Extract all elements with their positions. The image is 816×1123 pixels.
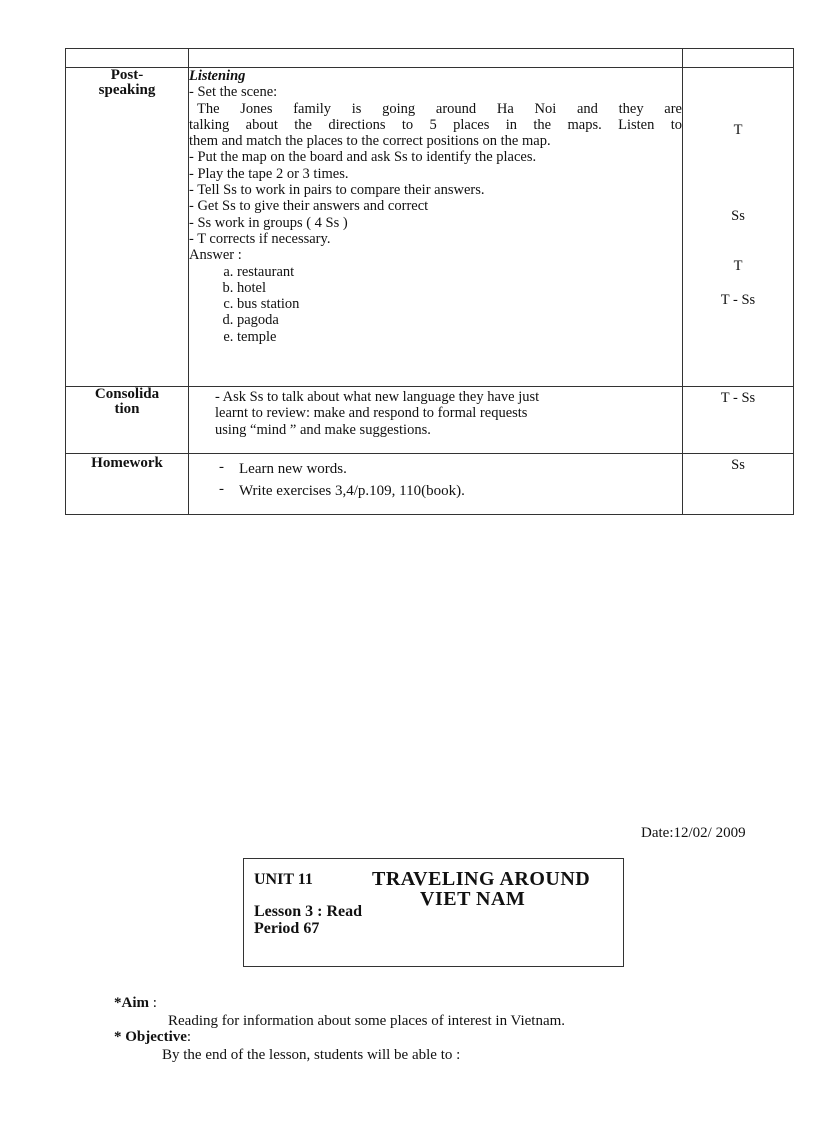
aim-text: Reading for information about some places of interest in Vietnam. xyxy=(168,1013,566,1029)
content-line: talking about the directions to 5 places in the maps. Listen to xyxy=(189,116,682,133)
content-line: - Ask Ss to talk about what new language they have just xyxy=(215,389,540,405)
header-cell-interaction xyxy=(683,49,794,68)
answer-item: d. pagoda xyxy=(237,312,682,328)
stage-cell xyxy=(66,454,189,515)
answer-item: a. restaurant xyxy=(237,264,682,280)
aim-heading xyxy=(114,995,157,1012)
stage-label: Post- xyxy=(110,67,144,83)
interaction-label: T xyxy=(733,122,743,138)
content-line: using “mind ” and make suggestions. xyxy=(215,421,431,438)
answer-item: b. hotel xyxy=(237,280,682,296)
answer-item: e. temple xyxy=(237,329,682,345)
objective-text: By the end of the lesson, students will be able to : xyxy=(162,1047,461,1063)
content-line: - Ss work in groups ( 4 Ss ) xyxy=(189,214,348,231)
homework-item: - Learn new words. xyxy=(213,458,676,480)
lesson-date: Date:12/02/ 2009 xyxy=(641,825,746,841)
table-row-post-speaking xyxy=(66,68,794,387)
content-cell xyxy=(189,387,683,454)
content-line: - Get Ss to give their answers and correct xyxy=(189,198,429,215)
interaction-label: Ss xyxy=(731,457,745,473)
stage-label: Consolida xyxy=(94,386,160,402)
objective-colon: : xyxy=(186,1029,192,1045)
lesson-label: Lesson 3 : Read xyxy=(254,903,363,920)
stage-label: Homework xyxy=(91,455,163,471)
content-cell xyxy=(189,68,683,387)
content-line: them and match the places to the correct positions on the map. xyxy=(189,133,551,150)
table-header-row xyxy=(66,49,794,68)
answer-list xyxy=(189,264,682,345)
table-row-consolidation xyxy=(66,387,794,454)
unit-header-box xyxy=(243,858,624,967)
interaction-label: T - Ss xyxy=(720,292,756,308)
stage-label: tion xyxy=(114,401,140,417)
unit-title-line2: VIET NAM xyxy=(420,888,526,910)
interaction-label: T - Ss xyxy=(720,390,756,406)
content-line: - Play the tape 2 or 3 times. xyxy=(189,165,349,182)
activity-heading: Listening xyxy=(189,68,246,84)
stage-cell xyxy=(66,68,189,387)
aim-label: *Aim xyxy=(114,995,149,1011)
content-line: - Put the map on the board and ask Ss to identify the places. xyxy=(189,149,537,166)
header-cell-stage xyxy=(66,49,189,68)
content-line: - Set the scene: xyxy=(189,84,278,101)
content-line: Answer : xyxy=(189,247,242,264)
homework-list xyxy=(213,458,676,502)
table-row-homework xyxy=(66,454,794,515)
lesson-plan-table xyxy=(65,48,794,515)
homework-item: - Write exercises 3,4/p.109, 110(book). xyxy=(213,480,676,502)
header-cell-content xyxy=(189,49,683,68)
aim-colon: : xyxy=(149,995,157,1011)
stage-label: speaking xyxy=(98,82,156,98)
interaction-cell xyxy=(683,454,794,515)
stage-cell xyxy=(66,387,189,454)
interaction-cell xyxy=(683,387,794,454)
content-cell xyxy=(189,454,683,515)
content-line: The Jones family is going around Ha Noi and they are xyxy=(197,100,682,117)
content-line: - T corrects if necessary. xyxy=(189,230,331,247)
objective-label: * Objective xyxy=(114,1029,187,1045)
unit-title-line1: TRAVELING AROUND xyxy=(372,868,591,890)
interaction-cell xyxy=(683,68,794,387)
interaction-label: T xyxy=(733,258,743,274)
answer-item: c. bus station xyxy=(237,296,682,312)
content-line: - Tell Ss to work in pairs to compare their answers. xyxy=(189,182,485,199)
objective-heading xyxy=(114,1029,191,1046)
content-line: learnt to review: make and respond to formal requests xyxy=(215,405,528,422)
period-label: Period 67 xyxy=(254,920,320,937)
interaction-label: Ss xyxy=(731,208,745,224)
unit-label: UNIT 11 xyxy=(254,871,313,888)
